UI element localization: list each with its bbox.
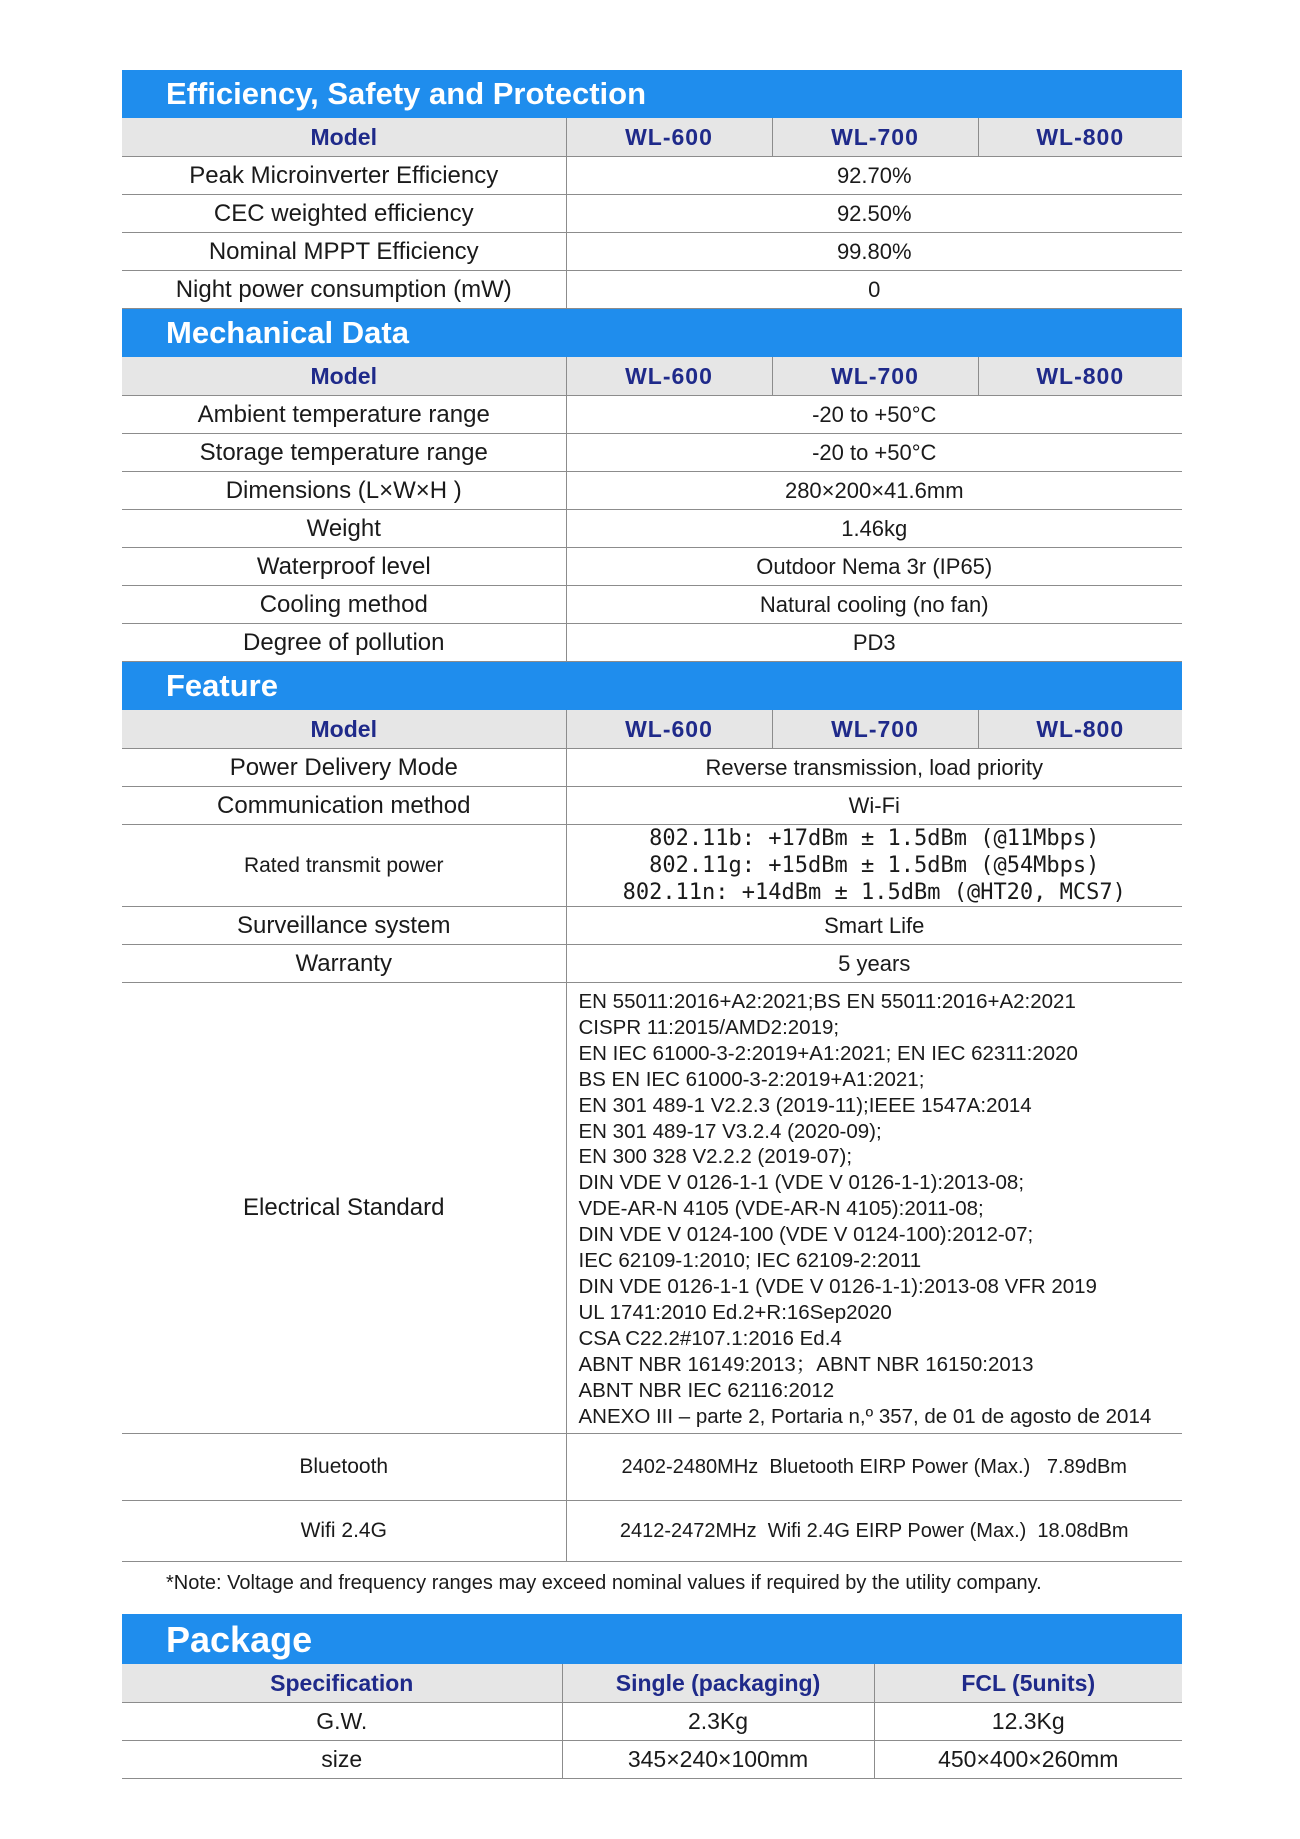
row-value: Smart Life	[566, 907, 1182, 945]
mechanical-table	[122, 357, 1182, 662]
row-value: Wi-Fi	[566, 787, 1182, 825]
single-value: 2.3Kg	[562, 1703, 874, 1741]
standard-line: CSA C22.2#107.1:2016 Ed.4	[578, 1326, 842, 1350]
row-value: 5 years	[566, 945, 1182, 983]
row-label: Surveillance system	[122, 907, 566, 945]
footnote: *Note: Voltage and frequency ranges may exceed nominal values if required by the utility company.	[166, 1572, 1042, 1595]
row-value: -20 to +50°C	[566, 434, 1182, 472]
standard-line: IEC 62109-1:2010; IEC 62109-2:2011	[578, 1249, 922, 1273]
row-value: 92.50%	[566, 195, 1182, 233]
table-row	[122, 548, 1182, 586]
single-value: 345×240×100mm	[562, 1741, 874, 1779]
transmit-line: 802.11b: +17dBm ± 1.5dBm (@11Mbps)	[649, 826, 1100, 851]
row-value: Outdoor Nema 3r (IP65)	[566, 548, 1182, 586]
row-label: Night power consumption (mW)	[122, 271, 566, 309]
row-label: Electrical Standard	[122, 983, 566, 1434]
table-row	[122, 157, 1182, 195]
row-label: Rated transmit power	[122, 825, 566, 907]
table-row	[122, 510, 1182, 548]
standard-line: BS EN IEC 61000-3-2:2019+A1:2021;	[578, 1067, 925, 1091]
model-wl-800: WL-800	[978, 118, 1182, 157]
package-table	[122, 1664, 1182, 1779]
model-header-row	[122, 357, 1182, 396]
model-label: Model	[122, 710, 566, 749]
table-row	[122, 195, 1182, 233]
table-row	[122, 945, 1182, 983]
model-wl-600: WL-600	[566, 357, 772, 396]
row-value: 99.80%	[566, 233, 1182, 271]
row-label: Power Delivery Mode	[122, 749, 566, 787]
transmit-line: 802.11g: +15dBm ± 1.5dBm (@54Mbps)	[649, 853, 1100, 878]
model-wl-600: WL-600	[566, 710, 772, 749]
section-title-feature: Feature	[122, 662, 1182, 710]
header-fcl: FCL (5units)	[874, 1664, 1182, 1703]
row-value: Reverse transmission, load priority	[566, 749, 1182, 787]
section-title-mechanical: Mechanical Data	[122, 309, 1182, 357]
model-label: Model	[122, 118, 566, 157]
model-wl-600: WL-600	[566, 118, 772, 157]
row-value: 92.70%	[566, 157, 1182, 195]
model-label: Model	[122, 357, 566, 396]
standard-line: DIN VDE V 0124-100 (VDE V 0124-100):2012-07;	[578, 1223, 1034, 1247]
spec-sheet	[122, 70, 1182, 1779]
header-single: Single (packaging)	[562, 1664, 874, 1703]
model-wl-700: WL-700	[772, 357, 978, 396]
row-label: G.W.	[122, 1703, 562, 1741]
standard-line: ABNT NBR IEC 62116:2012	[578, 1378, 835, 1402]
standard-line: EN 301 489-1 V2.2.3 (2019-11);IEEE 1547A:2014	[578, 1093, 1032, 1117]
row-value: 1.46kg	[566, 510, 1182, 548]
row-label: Peak Microinverter Efficiency	[122, 157, 566, 195]
table-row	[122, 233, 1182, 271]
standard-line: ANEXO III – parte 2, Portaria n,º 357, de 01 de agosto de 2014	[578, 1404, 1152, 1428]
row-label: Weight	[122, 510, 566, 548]
table-row	[122, 1703, 1182, 1741]
section-title-package: Package	[122, 1614, 1182, 1664]
row-label: Communication method	[122, 787, 566, 825]
table-row	[122, 1434, 1182, 1501]
row-label: Nominal MPPT Efficiency	[122, 233, 566, 271]
table-row	[122, 1501, 1182, 1562]
fcl-value: 450×400×260mm	[874, 1741, 1182, 1779]
electrical-standard-list	[566, 983, 1182, 1434]
table-row	[122, 983, 1182, 1434]
row-label: Waterproof level	[122, 548, 566, 586]
feature-table	[122, 710, 1182, 1562]
table-row	[122, 586, 1182, 624]
transmit-power-values	[566, 825, 1182, 907]
table-row	[122, 624, 1182, 662]
row-value: 280×200×41.6mm	[566, 472, 1182, 510]
section-title-efficiency: Efficiency, Safety and Protection	[122, 70, 1182, 118]
row-value: 2402-2480MHz Bluetooth EIRP Power (Max.) 7.89dBm	[566, 1434, 1182, 1501]
fcl-value: 12.3Kg	[874, 1703, 1182, 1741]
model-wl-800: WL-800	[978, 357, 1182, 396]
model-header-row	[122, 710, 1182, 749]
standard-line: CISPR 11:2015/AMD2:2019;	[578, 1015, 840, 1039]
row-value: Natural cooling (no fan)	[566, 586, 1182, 624]
table-row	[122, 271, 1182, 309]
row-label: Storage temperature range	[122, 434, 566, 472]
table-row	[122, 472, 1182, 510]
row-label: CEC weighted efficiency	[122, 195, 566, 233]
standard-line: EN 55011:2016+A2:2021;BS EN 55011:2016+A2:2021	[578, 990, 1076, 1013]
model-header-row	[122, 118, 1182, 157]
efficiency-table	[122, 118, 1182, 309]
header-specification: Specification	[122, 1664, 562, 1703]
standard-line: ABNT NBR 16149:2013；ABNT NBR 16150:2013	[578, 1352, 1034, 1376]
row-value: -20 to +50°C	[566, 396, 1182, 434]
standard-line: EN 300 328 V2.2.2 (2019-07);	[578, 1145, 853, 1169]
table-row	[122, 907, 1182, 945]
standard-line: EN 301 489-17 V3.2.4 (2020-09);	[578, 1119, 882, 1143]
table-row	[122, 1741, 1182, 1779]
model-wl-700: WL-700	[772, 710, 978, 749]
table-row	[122, 749, 1182, 787]
row-label: Warranty	[122, 945, 566, 983]
row-label: Dimensions (L×W×H )	[122, 472, 566, 510]
transmit-line: 802.11n: +14dBm ± 1.5dBm (@HT20, MCS7)	[622, 880, 1126, 905]
row-label: Wifi 2.4G	[122, 1501, 566, 1562]
package-header-row	[122, 1664, 1182, 1703]
standard-line: VDE-AR-N 4105 (VDE-AR-N 4105):2011-08;	[578, 1197, 984, 1221]
row-label: Bluetooth	[122, 1434, 566, 1501]
row-value: 0	[566, 271, 1182, 309]
row-value: 2412-2472MHz Wifi 2.4G EIRP Power (Max.) 18.08dBm	[566, 1501, 1182, 1562]
table-row	[122, 825, 1182, 907]
model-wl-700: WL-700	[772, 118, 978, 157]
row-label: size	[122, 1741, 562, 1779]
standard-line: DIN VDE V 0126-1-1 (VDE V 0126-1-1):2013-08;	[578, 1171, 1025, 1195]
table-row	[122, 434, 1182, 472]
row-label: Ambient temperature range	[122, 396, 566, 434]
standard-line: EN IEC 61000-3-2:2019+A1:2021; EN IEC 62311:2020	[578, 1041, 1078, 1065]
row-label: Cooling method	[122, 586, 566, 624]
standard-line: UL 1741:2010 Ed.2+R:16Sep2020	[578, 1300, 892, 1324]
table-row	[122, 396, 1182, 434]
standard-line: DIN VDE 0126-1-1 (VDE V 0126-1-1):2013-08 VFR 2019	[578, 1274, 1097, 1298]
model-wl-800: WL-800	[978, 710, 1182, 749]
row-label: Degree of pollution	[122, 624, 566, 662]
row-value: PD3	[566, 624, 1182, 662]
table-row	[122, 787, 1182, 825]
